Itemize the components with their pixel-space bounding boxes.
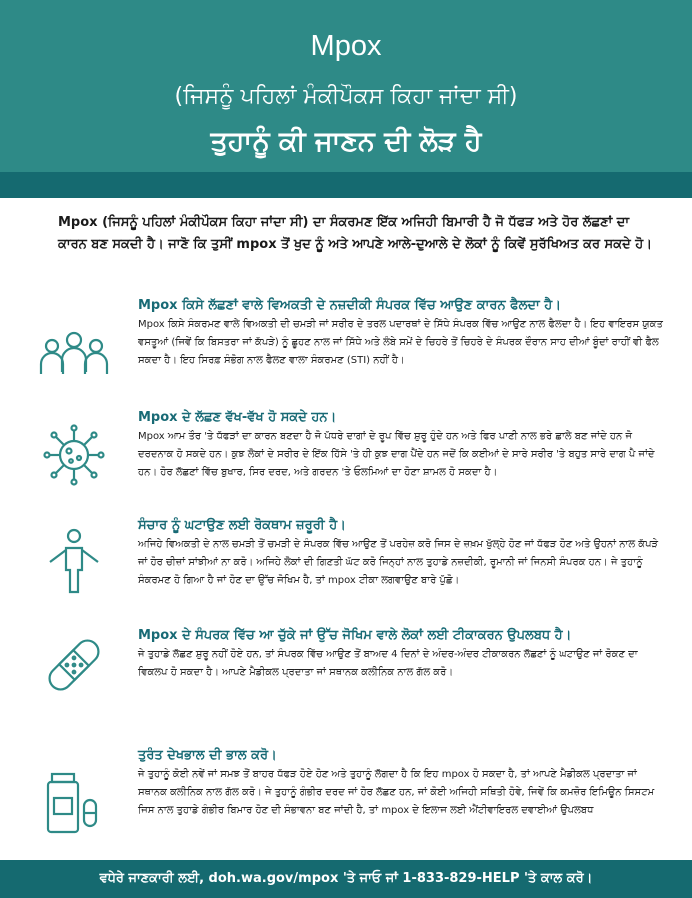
section-body: ਅਜਿਹੇ ਵਿਅਕਤੀ ਦੇ ਨਾਲ ਚਮੜੀ ਤੋਂ ਚਮੜੀ ਦੇ ਸੰਪਰਕ ਵਿੱਚ ਆਉਣ ਤੋਂ ਪਰਹੇਜ਼ ਕਰੋ ਜਿਸ ਦੇ ਜ਼ਖ਼ਮ ਖੁੱਲ੍ਹੇ ਹੋਣ ਜਾਂ ਧੱਫੜ ਹੋਣ ਅਤੇ ਉਹਨਾਂ ਨਾਲ ਕੱਪੜੇ ਜਾਂ ਹੋਰ ਚੀਜ਼ਾਂ ਸਾਂਝੀਆਂ ਨਾ ਕਰੋ। ਅਜਿਹੇ ਲੋਕਾਂ ਦੀ ਗਿਣਤੀ ਘੱਟ ਕਰੋ ਜਿਨ੍ਹਾਂ ਨਾਲ ਤੁਹਾਡੇ ਨਜ਼ਦੀਕੀ, ਰੂਮਾਨੀ ਜਾਂ ਜਿਨਸੀ ਸੰਪਰਕ ਹਨ। ਜੇ ਤੁਹਾਨੂੰ ਸੰਕਰਮਣ ਹੋ ਗਿਆ ਹੈ ਜਾਂ ਹੋਣ ਦਾ ਉੱਚ ਜੋਖਿਮ ਹੈ, ਤਾਂ mpox ਟੀਕਾ ਲਗਵਾਉਣ ਬਾਰੇ ਪੁੱਛੋ। (138, 539, 659, 586)
section-heading: ਤੁਰੰਤ ਦੇਖਭਾਲ ਦੀ ਭਾਲ ਕਰੋ। (138, 748, 277, 763)
virus-icon (38, 420, 110, 490)
section-seek-care (138, 746, 668, 820)
section-heading: Mpox ਕਿਸੇ ਲੱਛਣਾਂ ਵਾਲੇ ਵਿਅਕਤੀ ਦੇ ਨਜ਼ਦੀਕੀ ਸੰਪਰਕ ਵਿੱਚ ਆਉਣ ਕਾਰਨ ਫੈਲਦਾ ਹੈ। (138, 298, 561, 313)
section-heading: ਸੰਚਾਰ ਨੂੰ ਘਟਾਉਣ ਲਈ ਰੋਕਥਾਮ ਜ਼ਰੂਰੀ ਹੈ। (138, 518, 346, 533)
bandage-icon (38, 630, 110, 700)
person-distancing-icon (38, 526, 110, 596)
footer-contact: ਵਧੇਰੇ ਜਾਣਕਾਰੀ ਲਈ, doh.wa.gov/mpox 'ਤੇ ਜਾਓ ਜਾਂ 1-833-829-HELP 'ਤੇ ਕਾਲ ਕਰੋ। (0, 860, 692, 898)
header-band (0, 172, 692, 198)
page-tagline: ਤੁਹਾਨੂੰ ਕੀ ਜਾਣਨ ਦੀ ਲੋੜ ਹੈ (210, 126, 482, 157)
section-body: ਜੇ ਤੁਹਾਡੇ ਲੱਛਣ ਸ਼ੁਰੂ ਨਹੀਂ ਹੋਏ ਹਨ, ਤਾਂ ਸੰਪਰਕ ਵਿੱਚ ਆਉਣ ਤੋਂ ਬਾਅਦ 4 ਦਿਨਾਂ ਦੇ ਅੰਦਰ-ਅੰਦਰ ਟੀਕਾਕਰਨ ਲੱਛਣਾਂ ਨੂੰ ਘਟਾਉਣ ਜਾਂ ਰੋਕਣ ਦਾ ਵਿਕਲਪ ਹੋ ਸਕਦਾ ਹੈ। ਆਪਣੇ ਮੈਡੀਕਲ ਪ੍ਰਦਾਤਾ ਜਾਂ ਸਥਾਨਕ ਕਲੀਨਿਕ ਨਾਲ ਗੱਲ ਕਰੋ। (138, 649, 638, 678)
page-subtitle: (ਜਿਸਨੂੰ ਪਹਿਲਾਂ ਮੰਕੀਪੌਕਸ ਕਿਹਾ ਜਾਂਦਾ ਸੀ) (174, 84, 518, 109)
section-heading: Mpox ਦੇ ਲੱਛਣ ਵੱਖ-ਵੱਖ ਹੋ ਸਕਦੇ ਹਨ। (138, 410, 337, 425)
section-body: Mpox ਆਮ ਤੌਰ 'ਤੇ ਧੱਫੜਾਂ ਦਾ ਕਾਰਨ ਬਣਦਾ ਹੈ ਜੋ ਪੱਧਰੇ ਦਾਗਾਂ ਦੇ ਰੂਪ ਵਿੱਚ ਸ਼ੁਰੂ ਹੁੰਦੇ ਹਨ ਅਤੇ ਫਿਰ ਪਾਣੀ ਨਾਲ ਭਰੇ ਛਾਲੇ ਬਣ ਜਾਂਦੇ ਹਨ ਜੋ ਦਰਦਨਾਕ ਹੋ ਸਕਦੇ ਹਨ। ਕੁਝ ਲੋਕਾਂ ਦੇ ਸਰੀਰ ਦੇ ਇੱਕ ਹਿੱਸੇ 'ਤੇ ਹੀ ਕੁਝ ਦਾਗ ਪੈਂਦੇ ਹਨ ਜਦੋਂ ਕਿ ਕਈਆਂ ਦੇ ਸਾਰੇ ਸਰੀਰ 'ਤੇ ਬਹੁਤ ਸਾਰੇ ਦਾਗ ਪੈ ਜਾਂਦੇ ਹਨ। ਹੋਰ ਲੱਛਣਾਂ ਵਿੱਚ ਬੁਖਾਰ, ਸਿਰ ਦਰਦ, ਅਤੇ ਗਰਦਨ 'ਤੇ ਓਲਮਿਆਂ ਦਾ ਹੋਣਾ ਸ਼ਾਮਲ ਹੋ ਸਕਦਾ ਹੈ। (138, 431, 655, 478)
section-transmission (138, 296, 668, 370)
section-heading: Mpox ਦੇ ਸੰਪਰਕ ਵਿੱਚ ਆ ਚੁੱਕੇ ਜਾਂ ਉੱਚ ਜੋਖਿਮ ਵਾਲੇ ਲੋਕਾਂ ਲਈ ਟੀਕਾਕਰਨ ਉਪਲਬਧ ਹੈ। (138, 628, 572, 643)
section-symptoms (138, 408, 668, 482)
section-vaccination (138, 626, 668, 682)
section-body: Mpox ਕਿਸੇ ਸੰਕਰਮਣ ਵਾਲੇ ਵਿਅਕਤੀ ਦੀ ਚਮੜੀ ਜਾਂ ਸਰੀਰ ਦੇ ਤਰਲ ਪਦਾਰਥਾਂ ਦੇ ਸਿੱਧੇ ਸੰਪਰਕ ਵਿੱਚ ਆਉਣ ਨਾਲ ਫੈਲਦਾ ਹੈ। ਇਹ ਵਾਇਰਸ ਯੁਕਤ ਵਸਤੂਆਂ (ਜਿਵੇਂ ਕਿ ਬਿਸਤਰਾ ਜਾਂ ਕੱਪੜੇ) ਨੂੰ ਛੂਹਣ ਨਾਲ ਜਾਂ ਸਿੱਧੇ ਅਤੇ ਲੰਬੇ ਸਮੇਂ ਦੇ ਚਿਹਰੇ ਤੋਂ ਚਿਹਰੇ ਦੇ ਸੰਪਰਕ ਦੌਰਾਨ ਸਾਹ ਦੀਆਂ ਬੂੰਦਾਂ ਰਾਹੀਂ ਵੀ ਫੈਲ ਸਕਦਾ ਹੈ। ਇਹ ਸਿਰਫ਼ ਸੰਭੋਗ ਨਾਲ ਫੈਲਣ ਵਾਲਾ ਸੰਕਰਮਣ (STI) ਨਹੀਂ ਹੈ। (138, 319, 663, 366)
section-prevention (138, 516, 668, 590)
people-icon (38, 322, 110, 392)
page-title: Mpox (310, 30, 382, 62)
intro-paragraph: Mpox (ਜਿਸਨੂੰ ਪਹਿਲਾਂ ਮੰਕੀਪੌਕਸ ਕਿਹਾ ਜਾਂਦਾ ਸੀ) ਦਾ ਸੰਕਰਮਣ ਇੱਕ ਅਜਿਹੀ ਬਿਮਾਰੀ ਹੈ ਜੋ ਧੱਫੜ ਅਤੇ ਹੋਰ ਲੱਛਣਾਂ ਦਾ ਕਾਰਨ ਬਣ ਸਕਦੀ ਹੈ। ਜਾਣੋ ਕਿ ਤੁਸੀਂ mpox ਤੋਂ ਖੁਦ ਨੂੰ ਅਤੇ ਆਪਣੇ ਆਲੇ-ਦੁਆਲੇ ਦੇ ਲੋਕਾਂ ਨੂੰ ਕਿਵੇਂ ਸੁਰੱਖਿਅਤ ਕਰ ਸਕਦੇ ਹੋ। (58, 215, 652, 252)
section-body: ਜੇ ਤੁਹਾਨੂੰ ਕੋਈ ਨਵੇਂ ਜਾਂ ਸਮਝ ਤੋਂ ਬਾਹਰ ਧੱਫੜ ਹੋਏ ਹੋਣ ਅਤੇ ਤੁਹਾਨੂੰ ਲੱਗਦਾ ਹੈ ਕਿ ਇਹ mpox ਹੋ ਸਕਦਾ ਹੈ, ਤਾਂ ਆਪਣੇ ਮੈਡੀਕਲ ਪ੍ਰਦਾਤਾ ਜਾਂ ਸਥਾਨਕ ਕਲੀਨਿਕ ਨਾਲ ਗੱਲ ਕਰੋ। ਜੇ ਤੁਹਾਨੂੰ ਗੰਭੀਰ ਦਰਦ ਜਾਂ ਹੋਰ ਲੱਛਣ ਹਨ, ਜਾਂ ਕੋਈ ਅਜਿਹੀ ਸਥਿਤੀ ਹੋਵੇ, ਜਿਵੇਂ ਕਿ ਕਮਜ਼ੋਰ ਇਮਿਊਨ ਸਿਸਟਮ ਜਿਸ ਨਾਲ ਤੁਹਾਡੇ ਗੰਭੀਰ ਬਿਮਾਰ ਹੋਣ ਦੀ ਸੰਭਾਵਨਾ ਬਣ ਜਾਂਦੀ ਹੈ, ਤਾਂ mpox ਦੇ ਇਲਾਜ ਲਈ ਐਂਟੀਵਾਇਰਲ ਦਵਾਈਆਂ ਉਪਲਬਧ (138, 769, 655, 816)
header-banner (0, 0, 692, 172)
medicine-icon (38, 770, 110, 840)
